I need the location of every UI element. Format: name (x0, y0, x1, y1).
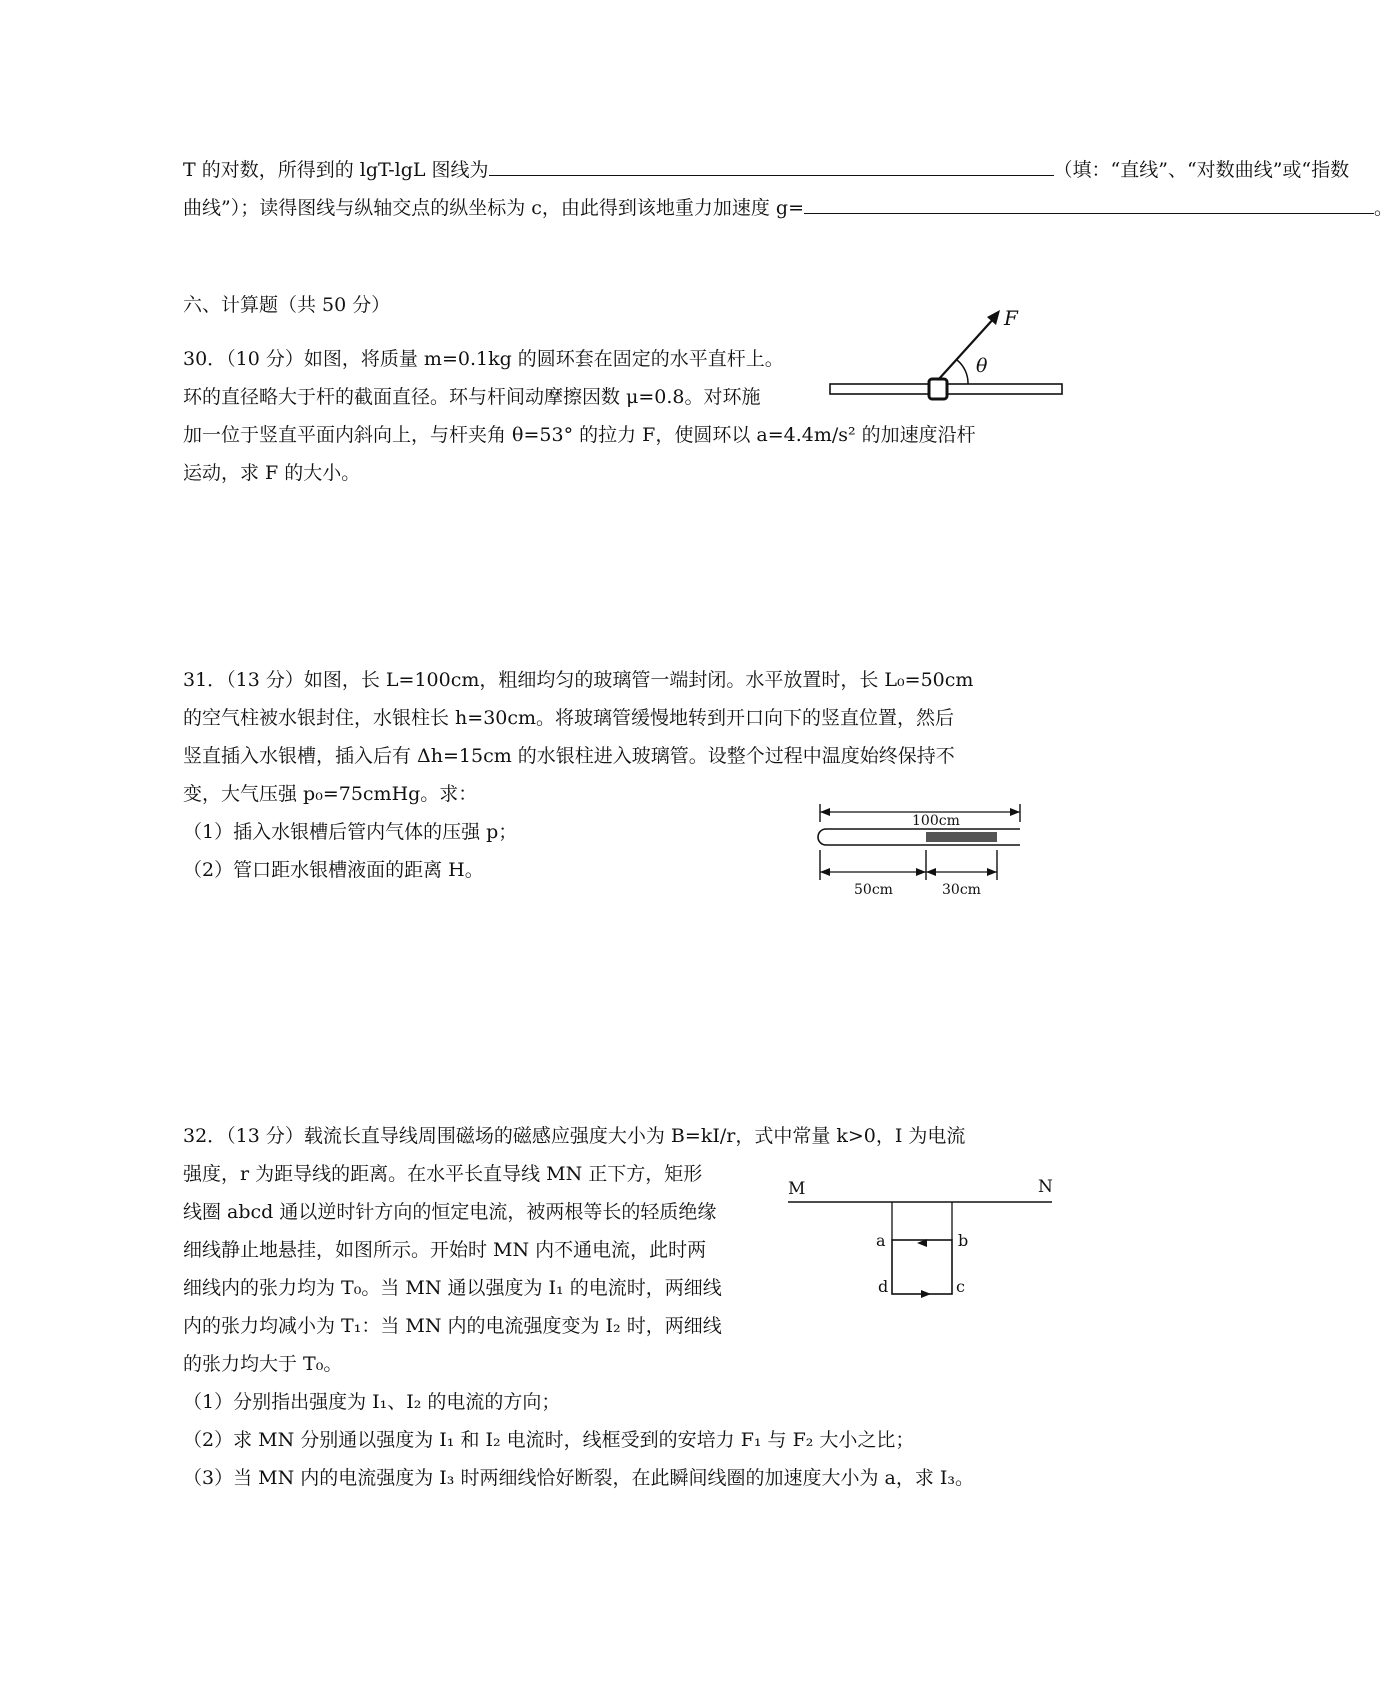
q32-line-5: 细线内的张力均为 T₀。当 MN 通以强度为 I₁ 的电流时，两细线 (183, 1277, 722, 1299)
q31-sub-2: （2）管口距水银槽液面的距离 H。 (183, 859, 484, 881)
label-a: a (876, 1231, 886, 1250)
section-title-text: 六、计算题（共 50 分） (183, 294, 391, 316)
mercury-column (926, 832, 997, 842)
intro-paragraph (183, 151, 1393, 227)
intro-text-2b: 。 (1374, 197, 1393, 219)
q30-line-4: 运动，求 F 的大小。 (183, 462, 361, 484)
q31-sub-1: （1）插入水银槽后管内气体的压强 p； (183, 821, 518, 843)
label-M: M (788, 1179, 806, 1199)
answer-blank-1[interactable] (489, 155, 1054, 176)
q32-line-1: 32．（13 分）载流长直导线周围磁场的磁感应强度大小为 B=kI/r，式中常量 k>0，I 为电流 (183, 1125, 966, 1147)
q30-figure (826, 300, 1066, 410)
angle-arc (957, 360, 968, 384)
intro-text-2a: 曲线”）；读得图线与纵轴交点的纵坐标为 c，由此得到该地重力加速度 g= (183, 197, 805, 219)
label-c: c (956, 1277, 965, 1296)
q32-sub-3: （3）当 MN 内的电流强度为 I₃ 时两细线恰好断裂，在此瞬间线圈的加速度大小为 a，求 I₃。 (183, 1467, 974, 1489)
q32-figure (780, 1170, 1060, 1300)
q32-line-7: 的张力均大于 T₀。 (183, 1353, 343, 1375)
label-b: b (958, 1231, 969, 1250)
q32-line-2: 强度，r 为距导线的距离。在水平长直导线 MN 正下方，矩形 (183, 1163, 703, 1185)
q32-sub-2: （2）求 MN 分别通以强度为 I₁ 和 I₂ 电流时，线框受到的安培力 F₁ 与 F₂ 大小之比； (183, 1429, 915, 1451)
angle-label: θ (976, 355, 988, 377)
dim-label-air: 50cm (854, 882, 893, 898)
q32-sub-1: （1）分别指出强度为 I₁、I₂ 的电流的方向； (183, 1391, 561, 1413)
q30-line-2: 环的直径略大于杆的截面直径。环与杆间动摩擦因数 μ=0.8。对环施 (183, 386, 761, 408)
intro-text-1a: T 的对数，所得到的 lgT-lgL 图线为 (183, 159, 489, 181)
intro-text-1b: （填：“直线”、“对数曲线”或“指数 (1053, 159, 1350, 181)
coil-abcd (892, 1240, 952, 1294)
label-d: d (878, 1277, 889, 1296)
q32-line-6: 内的张力均减小为 T₁：当 MN 内的电流强度变为 I₂ 时，两细线 (183, 1315, 722, 1337)
label-N: N (1038, 1177, 1053, 1197)
q31-line-1: 31．（13 分）如图，长 L=100cm，粗细均匀的玻璃管一端封闭。水平放置时，长 L₀=50cm (183, 669, 974, 691)
q31-figure (812, 800, 1032, 900)
dim-label-total: 100cm (912, 813, 960, 829)
q32-line-4: 细线静止地悬挂，如图所示。开始时 MN 内不通电流，此时两 (183, 1239, 707, 1261)
q31-line-3: 竖直插入水银槽，插入后有 Δh=15cm 的水银柱进入玻璃管。设整个过程中温度始终保持不 (183, 745, 955, 767)
answer-blank-2[interactable] (804, 193, 1374, 214)
current-arrow-bottom (921, 1290, 931, 1298)
intro-line-1 (183, 151, 1350, 189)
dim-label-mercury: 30cm (942, 882, 981, 898)
force-label: F (1004, 306, 1018, 330)
q32-line-3: 线圈 abcd 通以逆时针方向的恒定电流，被两根等长的轻质绝缘 (183, 1201, 717, 1223)
ring (929, 379, 947, 399)
q31-line-2: 的空气柱被水银封住，水银柱长 h=30cm。将玻璃管缓慢地转到开口向下的竖直位置，然后 (183, 707, 955, 729)
q30-line-3: 加一位于竖直平面内斜向上，与杆夹角 θ=53° 的拉力 F，使圆环以 a=4.4m/s² 的加速度沿杆 (183, 424, 976, 446)
q30-line-1: 30．（10 分）如图，将质量 m=0.1kg 的圆环套在固定的水平直杆上。 (183, 348, 784, 370)
intro-line-2 (183, 189, 1393, 227)
q31-line-4: 变，大气压强 p₀=75cmHg。求： (183, 783, 478, 805)
